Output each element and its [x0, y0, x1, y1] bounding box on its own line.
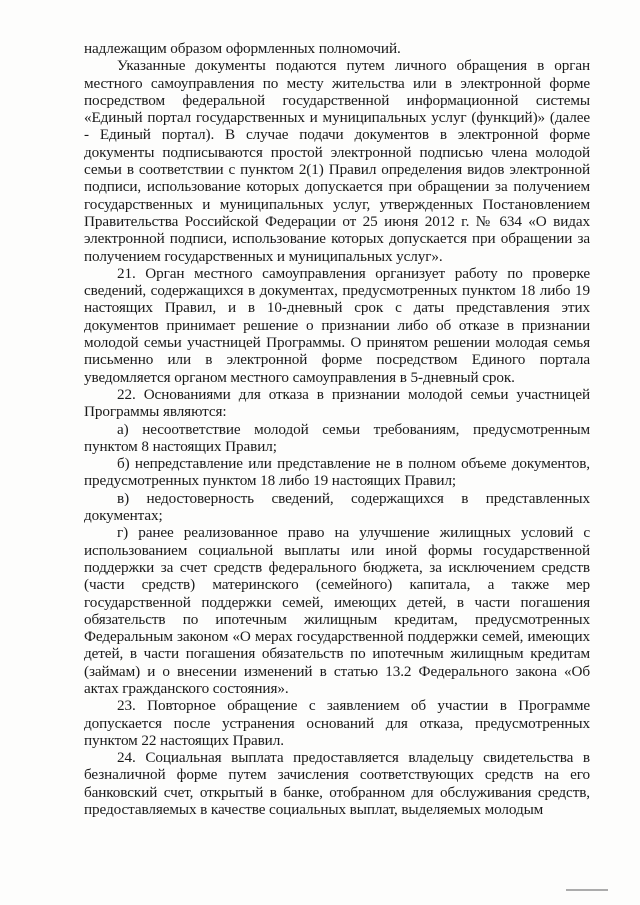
paragraph-22-g: г) ранее реализованное право на улучшение жилищных условий с использованием социальной выплаты или иной формы государственной поддержки за счет средств федерального бюджета, за исключением средств (части средств) материнского (семейного) капитала, а также мер государственной поддержки семей, имеющих детей, в части погашения обязательств по ипотечным жилищным кредитам, предусмотренных Федеральным законом «О мерах государственной поддержки семей, имеющих детей, в части погашения обязательств по ипотечным жилищным кредитам (займам) и о внесении изменений в статью 13.2 Федерального закона «Об актах гражданского состояния».	[84, 524, 590, 697]
paragraph-22-b: б) непредставление или представление не в полном объеме документов, предусмотренных пунктом 18 либо 19 настоящих Правил;	[84, 455, 590, 490]
paragraph-22-a: а) несоответствие молодой семьи требованиям, предусмотренным пунктом 8 настоящих Правил;	[84, 420, 590, 455]
paragraph-documents-submission: Указанные документы подаются путем личного обращения в орган местного самоуправления по месту жительства или в электронной форме посредством федеральной государственной информационной системы «Единый портал государственных и муниципальных услуг (функций)» (далее - Единый портал). В случае подачи документов в электронной форме документы подписываются простой электронной подписью члена молодой семьи в соответствии с пунктом 2(1) Правил определения видов электронной подписи, использование которых допускается при обращении за получением государственных и муниципальных услуг, утвержденных Постановлением Правительства Российской Федерации от 25 июня 2012 г. № 634 «О видах электронной подписи, использование которых допускается при обращении за получением государственных и муниципальных услуг».	[84, 57, 590, 265]
paragraph-22-v: в) недостоверность сведений, содержащихся в представленных документах;	[84, 489, 590, 525]
paragraph-24: 24. Социальная выплата предоставляется владельцу свидетельства в безналичной форме путем зачисления соответствующих средств на его банковский счет, открытый в банке, отобранном для обслуживания средств, предоставляемых в качестве социальных выплат, выделяемых молодым	[84, 749, 590, 819]
document-body	[84, 40, 590, 818]
paragraph-continuation: надлежащим образом оформленных полномочий.	[84, 40, 401, 57]
page-edge-mark	[566, 889, 608, 891]
paragraph-22: 22. Основаниями для отказа в признании молодой семьи участницей Программы являются:	[84, 385, 590, 421]
paragraph-21: 21. Орган местного самоуправления организует работу по проверке сведений, содержащихся в документах, предусмотренных пунктом 18 либо 19 настоящих Правил, и в 10-дневный срок с даты представления этих документов принимает решение о признании либо об отказе в признании молодой семьи участницей Программы. О принятом решении молодая семья письменно или в электронной форме посредством Единого портала уведомляется органом местного самоуправления в 5-дневный срок.	[84, 264, 590, 386]
paragraph-23: 23. Повторное обращение с заявлением об участии в Программе допускается после устранения оснований для отказа, предусмотренных пунктом 22 настоящих Правил.	[84, 697, 590, 749]
